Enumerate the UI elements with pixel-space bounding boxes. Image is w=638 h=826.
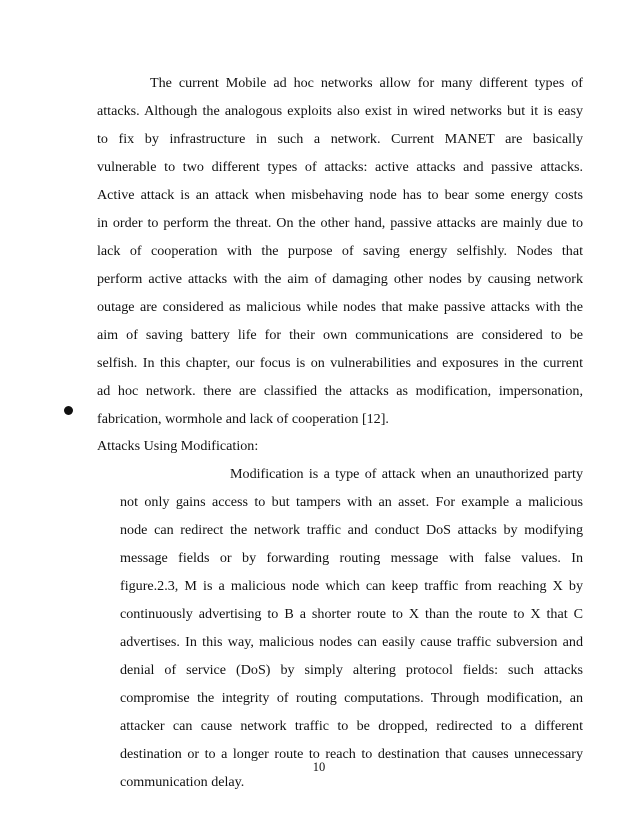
paragraph-line: fabrication, wormhole and lack of cooperation [12].: [97, 411, 389, 427]
paragraph-line: selfish. In this chapter, our focus is on vulnerabilities and exposures in the current: [97, 355, 583, 371]
paragraph-line: attacks. Although the analogous exploits also exist in wired networks but it is easy: [97, 103, 583, 119]
paragraph-line: denial of service (DoS) by simply altering protocol fields: such attacks: [120, 662, 583, 678]
paragraph-line: figure.2.3, M is a malicious node which can keep traffic from reaching X by: [120, 578, 583, 594]
paragraph-line: to fix by infrastructure in such a network. Current MANET are basically: [97, 131, 583, 147]
paragraph-line: perform active attacks with the aim of damaging other nodes by causing network: [97, 271, 583, 287]
paragraph-line: aim of saving battery life for their own communications are considered to be: [97, 327, 583, 343]
paragraph-line: communication delay.: [120, 774, 245, 790]
paragraph-line: compromise the integrity of routing computations. Through modification, an: [120, 690, 583, 706]
paragraph-line: continuously advertising to B a shorter route to X than the route to X that C: [120, 606, 583, 622]
paragraph-line: destination or to a longer route to reach to destination that causes unnecessary: [120, 746, 583, 762]
paragraph-line: message fields or by forwarding routing message with false values. In: [120, 550, 583, 566]
paragraph-line: not only gains access to but tampers with an asset. For example a malicious: [120, 494, 583, 510]
bullet-heading: Attacks Using Modification:: [97, 438, 259, 454]
paragraph-line: Modification is a type of attack when an unauthorized party: [230, 466, 583, 482]
paragraph-line: vulnerable to two different types of attacks: active attacks and passive attacks.: [97, 159, 583, 175]
paragraph-line: in order to perform the threat. On the other hand, passive attacks are mainly due to: [97, 215, 583, 231]
paragraph-line: attacker can cause network traffic to be dropped, redirected to a different: [120, 718, 583, 734]
paragraph-line: Active attack is an attack when misbehaving node has to bear some energy costs: [97, 187, 583, 203]
page-number: 10: [312, 760, 326, 774]
bullet-icon: [64, 406, 73, 415]
paragraph-line: ad hoc network. there are classified the attacks as modification, impersonation,: [97, 383, 583, 399]
paragraph-line: node can redirect the network traffic and conduct DoS attacks by modifying: [120, 522, 583, 538]
paragraph-line: The current Mobile ad hoc networks allow for many different types of: [150, 75, 583, 91]
paragraph-line: advertises. In this way, malicious nodes can easily cause traffic subversion and: [120, 634, 583, 650]
paragraph-line: outage are considered as malicious while nodes that make passive attacks with the: [97, 299, 583, 315]
paragraph-line: lack of cooperation with the purpose of saving energy selfishly. Nodes that: [97, 243, 583, 259]
